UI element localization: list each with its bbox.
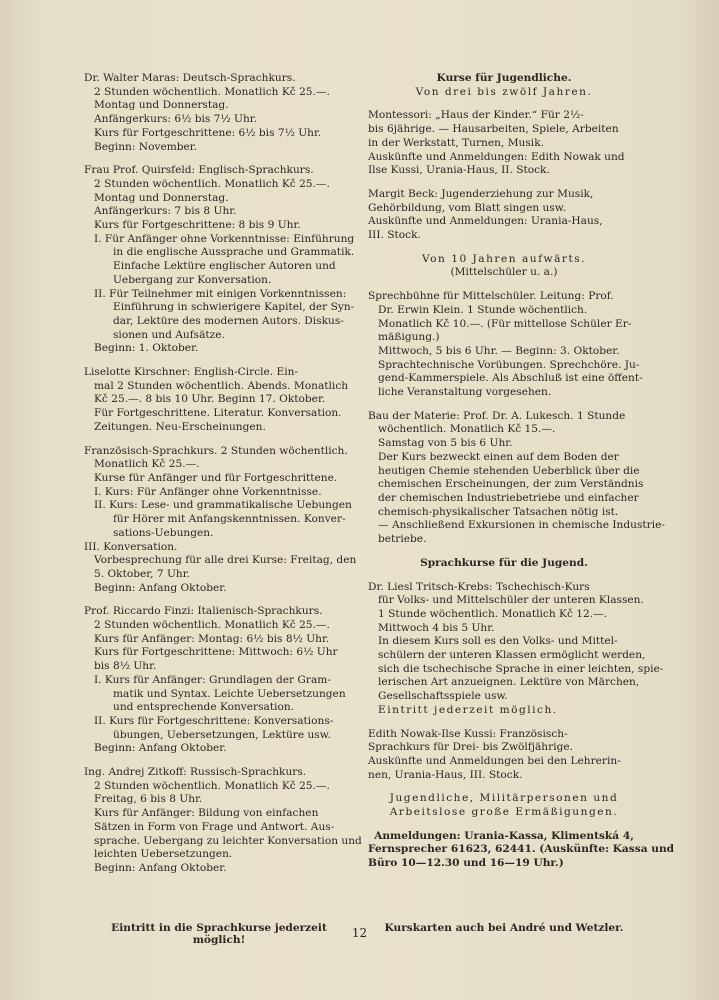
text-line: in die englische Aussprache und Grammatik. xyxy=(113,246,355,259)
left-column xyxy=(84,72,362,886)
text-line: Kurse für Jugendliche. xyxy=(436,72,572,84)
text-line: Dr. Liesl Tritsch-Krebs: Tschechisch-Kurs xyxy=(368,580,590,593)
page-number: 12 xyxy=(351,926,368,940)
text-line: Eintritt jederzeit möglich. xyxy=(378,703,558,716)
text-line: Arbeitslose große Ermäßigungen. xyxy=(389,806,619,819)
text-line: Kurse für Anfänger und für Fortgeschrittene. xyxy=(94,471,338,484)
text-line: Sprachkurse für die Jugend. xyxy=(420,556,588,569)
text-line: Sprachtechnische Vorübungen. Sprechchöre. Ju- xyxy=(378,358,640,371)
text-line: Französisch-Sprachkurs. 2 Stunden wöchentlich. xyxy=(84,444,348,457)
text-line: leichten Uebersetzungen. xyxy=(94,848,233,861)
text-line: lerischen Art anzueignen. Lektüre von Märchen, xyxy=(378,676,640,689)
text-line: wöchentlich. Monatlich Kč 15.—. xyxy=(378,423,556,436)
text-line: Von 10 Jahren aufwärts. xyxy=(421,252,587,265)
text-line: 2 Stunden wöchentlich. Monatlich Kč 25.—. xyxy=(94,779,330,792)
text-line: I. Für Anfänger ohne Vorkenntnisse: Einführung xyxy=(94,232,355,245)
text-line: I. Kurs: Für Anfänger ohne Vorkenntnisse. xyxy=(94,485,322,498)
text-line: und entsprechende Konversation. xyxy=(113,701,295,714)
text-line: Gesellschaftsspiele usw. xyxy=(378,690,508,703)
text-line: Zeitungen. Neu-Erscheinungen. xyxy=(94,420,266,433)
text-line: Montag und Donnerstag. xyxy=(94,99,229,112)
text-line: 5. Oktober, 7 Uhr. xyxy=(94,567,191,580)
text-line: übungen, Uebersetzungen, Lektüre usw. xyxy=(113,728,331,741)
course-entry xyxy=(84,766,362,876)
text-line: Beginn: Anfang Oktober. xyxy=(94,861,227,874)
text-line: Monatlich Kč 10.—. (Für mittellose Schüler Er- xyxy=(378,317,632,330)
text-line: in der Werkstatt, Turnen, Musik. xyxy=(368,136,544,149)
text-line: Ilse Kussi, Urania-Haus, II. Stock. xyxy=(368,164,550,177)
text-line: Bau der Materie: Prof. Dr. A. Lukesch. 1 Stunde xyxy=(368,409,626,422)
text-line: Sätzen in Form von Frage und Antwort. Aus- xyxy=(94,820,335,833)
text-line: Anmeldungen: Urania-Kassa, Klimentská 4, xyxy=(374,829,634,842)
text-line: Sprachkurs für Drei- bis Zwölfjährige. xyxy=(368,741,574,754)
text-line: bis 6jährige. — Hausarbeiten, Spiele, Arbeiten xyxy=(368,123,619,136)
text-line: 2 Stunden wöchentlich. Monatlich Kč 25.—. xyxy=(94,85,330,98)
text-line: Kč 25.—. 8 bis 10 Uhr. Beginn 17. Oktober. xyxy=(94,393,326,406)
text-line: Einführung in schwierigere Kapitel, der Syn- xyxy=(113,301,355,314)
text-line: Beginn: November. xyxy=(94,140,198,153)
text-line: Jugendliche, Militärpersonen und xyxy=(389,792,619,805)
text-line: Anfängerkurs: 7 bis 8 Uhr. xyxy=(94,205,237,218)
course-entry xyxy=(368,580,664,718)
text-line: Margit Beck: Jugenderziehung zur Musik, xyxy=(368,187,594,200)
right-column xyxy=(368,72,675,881)
text-line: Uebergang zur Konversation. xyxy=(113,273,272,286)
course-entry xyxy=(368,290,643,400)
text-line: In diesem Kurs soll es den Volks- und Mittel- xyxy=(378,635,618,648)
text-line: Prof. Riccardo Finzi: Italienisch-Sprachkurs. xyxy=(84,605,323,618)
text-line: Büro 10—12.30 und 16—19 Uhr.) xyxy=(368,857,564,870)
text-line: Von drei bis zwölf Jahren. xyxy=(415,85,593,98)
course-entry xyxy=(368,188,640,243)
text-line: 2 Stunden wöchentlich. Monatlich Kč 25.—. xyxy=(94,177,330,190)
text-line: dar, Lektüre des modernen Autors. Diskus- xyxy=(113,314,344,327)
text-line: sations-Uebungen. xyxy=(113,526,214,539)
text-line: Gehörbildung, vom Blatt singen usw. xyxy=(368,201,566,214)
text-line: Ing. Andrej Zitkoff: Russisch-Sprachkurs. xyxy=(84,766,307,779)
text-line: III. Konversation. xyxy=(84,540,178,553)
right-footer-note: Kurskarten auch bei André und Wetzler. xyxy=(384,922,624,934)
text-line: Liselotte Kirschner: English-Circle. Ein- xyxy=(84,366,299,379)
text-line: II. Kurs: Lese- und grammatikalische Uebungen xyxy=(94,499,352,512)
text-line: Vorbesprechung für alle drei Kurse: Freitag, den xyxy=(94,554,357,567)
text-line: Frau Prof. Quirsfeld: Englisch-Sprachkurs. xyxy=(84,164,314,177)
text-line: liche Veranstaltung vorgesehen. xyxy=(378,386,552,399)
text-line: Sprechbühne für Mittelschüler. Leitung: Prof. xyxy=(368,290,614,303)
text-line: Dr. Walter Maras: Deutsch-Sprachkurs. xyxy=(84,72,296,84)
text-line: Freitag, 6 bis 8 Uhr. xyxy=(94,793,203,806)
text-line: der chemischen Industriebetriebe und einfacher xyxy=(378,491,639,504)
course-entry xyxy=(368,72,640,99)
text-line: 2 Stunden wöchentlich. Monatlich Kč 25.—. xyxy=(94,619,330,632)
text-line: Kurs für Anfänger: Bildung von einfachen xyxy=(94,807,319,820)
text-line: für Volks- und Mittelschüler der unteren Klassen. xyxy=(378,594,644,607)
text-line: Einfache Lektüre englischer Autoren und xyxy=(113,260,336,273)
text-line: chemischen Erscheinungen, der zum Verständnis xyxy=(378,478,644,491)
course-entry xyxy=(84,605,354,756)
text-line: III. Stock. xyxy=(368,229,421,242)
course-entry xyxy=(368,792,640,819)
text-line: Kurs für Fortgeschrittene: Mittwoch: 6½ Uhr xyxy=(94,646,338,659)
text-line: Dr. Erwin Klein. 1 Stunde wöchentlich. xyxy=(378,303,588,316)
course-entry xyxy=(368,829,675,871)
text-line: Monatlich Kč 25.—. xyxy=(94,458,200,471)
text-line: nen, Urania-Haus, III. Stock. xyxy=(368,768,523,781)
text-line: Auskünfte und Anmeldungen bei den Lehrerin- xyxy=(368,754,621,767)
text-line: Beginn: 1. Oktober. xyxy=(94,342,199,355)
text-line: Fernsprecher 61623, 62441. (Auskünfte: Kassa und xyxy=(368,843,675,856)
course-entry xyxy=(84,366,354,435)
text-line: Der Kurs bezweckt einen auf dem Boden der xyxy=(378,450,619,463)
text-line: Montag und Donnerstag. xyxy=(94,191,229,204)
text-line: gend-Kammerspiele. Als Abschluß ist eine öffent- xyxy=(378,372,643,385)
text-line: mäßigung.) xyxy=(378,331,440,344)
text-line: 1 Stunde wöchentlich. Monatlich Kč 12.—. xyxy=(378,607,608,620)
text-line: II. Kurs für Fortgeschrittene: Konversations- xyxy=(94,714,334,727)
text-line: schülern der unteren Klassen ermöglicht werden, xyxy=(378,649,646,662)
course-entry xyxy=(368,253,640,280)
text-line: sprache. Uebergang zu leichter Konversation und xyxy=(94,834,362,847)
text-line: bis 8½ Uhr. xyxy=(94,660,157,673)
left-footer-note: Eintritt in die Sprachkurse jederzeit möglich! xyxy=(111,922,327,946)
text-line: Für Fortgeschrittene. Literatur. Konversation. xyxy=(94,407,342,420)
text-line: für Hörer mit Anfangskenntnissen. Konver- xyxy=(113,513,346,526)
text-line: (Mittelschüler u. a.) xyxy=(450,266,558,279)
text-line: Beginn: Anfang Oktober. xyxy=(94,742,227,755)
course-entry xyxy=(368,557,640,571)
text-line: Montessori: „Haus der Kinder.“ Für 2½- xyxy=(368,109,584,122)
text-line: Mittwoch, 5 bis 6 Uhr. — Beginn: 3. Oktober. xyxy=(378,344,620,357)
course-entry xyxy=(84,72,354,154)
text-line: Beginn: Anfang Oktober. xyxy=(94,581,227,594)
text-line: heutigen Chemie stehenden Ueberblick über die xyxy=(378,464,640,477)
text-line: chemisch-physikalischer Tatsachen nötig ist. xyxy=(378,505,619,518)
text-line: Anfängerkurs: 6½ bis 7½ Uhr. xyxy=(94,113,258,126)
course-entry xyxy=(84,164,354,356)
text-line: — Anschließend Exkursionen in chemische Industrie- xyxy=(378,519,665,532)
text-line: Auskünfte und Anmeldungen: Urania-Haus, xyxy=(368,215,603,228)
course-entry xyxy=(84,444,357,596)
text-line: sionen und Aufsätze. xyxy=(113,328,225,341)
text-line: Kurs für Fortgeschrittene: 8 bis 9 Uhr. xyxy=(94,219,301,232)
text-line: sich die tschechische Sprache in einer leichten, spie- xyxy=(378,662,664,675)
course-entry xyxy=(368,109,640,178)
text-line: mal 2 Stunden wöchentlich. Abends. Monatlich xyxy=(94,379,349,392)
text-line: I. Kurs für Anfänger: Grundlagen der Gram- xyxy=(94,673,331,686)
text-line: Edith Nowak-Ilse Kussi: Französisch- xyxy=(368,727,568,740)
text-line: Kurs für Fortgeschrittene: 6½ bis 7½ Uhr. xyxy=(94,126,322,139)
text-line: Auskünfte und Anmeldungen: Edith Nowak und xyxy=(368,150,625,163)
text-line: betriebe. xyxy=(378,533,427,546)
text-line: Mittwoch 4 bis 5 Uhr. xyxy=(378,621,495,634)
course-entry xyxy=(368,728,640,783)
text-line: Kurs für Anfänger: Montag: 6½ bis 8½ Uhr. xyxy=(94,632,330,645)
course-entry xyxy=(368,409,665,547)
text-line: matik und Syntax. Leichte Uebersetzungen xyxy=(113,687,346,700)
text-line: II. Für Teilnehmer mit einigen Vorkenntnissen: xyxy=(94,287,347,300)
text-line: Samstag von 5 bis 6 Uhr. xyxy=(378,437,513,450)
